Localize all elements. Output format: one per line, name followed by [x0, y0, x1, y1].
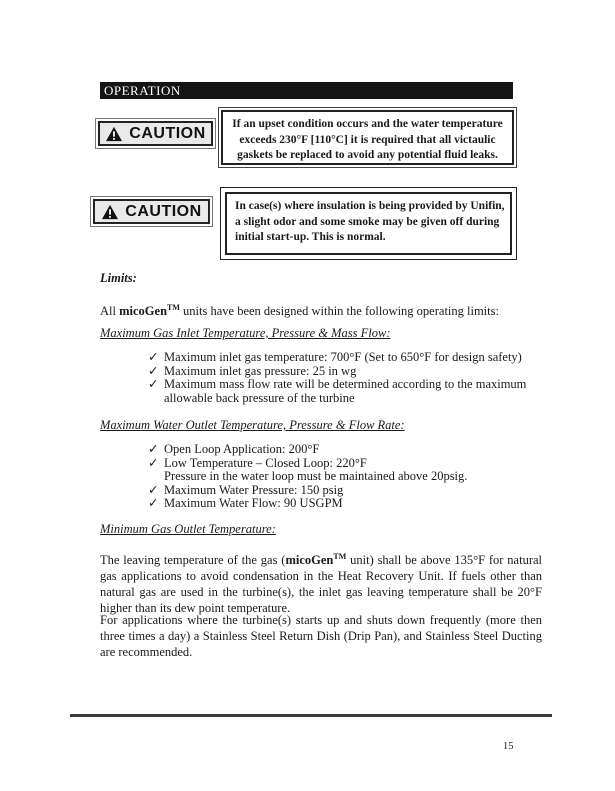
list-item: ✓ Open Loop Application: 200°F — [148, 442, 320, 456]
caution-text-1: CAUTION — [129, 124, 206, 142]
water-outlet-list — [148, 443, 528, 511]
caution-message-2: In case(s) where insulation is being provided by Unifin, a slight odor and some smoke may be given off during initial start-up. This is normal. — [235, 200, 505, 243]
water-loop-note: Pressure in the water loop must be maintained above 20psig. — [164, 469, 468, 483]
list-item: ✓ Maximum inlet gas pressure: 25 in wg — [148, 363, 357, 378]
list-item: ✓ Maximum Water Pressure: 150 psig — [148, 482, 344, 497]
warning-icon — [101, 204, 119, 220]
caution-message-1: If an upset condition occurs and the water temperature exceeds 230°F [110°C] it is required that all victaulic gaskets be replaced to avoid any potential fluid leaks. — [232, 118, 503, 161]
brand-name: micoGen — [119, 304, 168, 319]
caution-box-2 — [220, 187, 517, 260]
warning-icon — [105, 126, 123, 142]
caution-label-2 — [93, 199, 210, 224]
check-icon: ✓ — [148, 350, 159, 364]
check-icon: ✓ — [148, 442, 159, 456]
list-item: ✓ Maximum Water Flow: 90 USGPM — [148, 496, 343, 510]
page-number: 15 — [503, 741, 514, 752]
gas-inlet-heading: Maximum Gas Inlet Temperature, Pressure & Mass Flow: — [100, 326, 391, 340]
list-item: ✓ Low Temperature – Closed Loop: 220°F — [148, 455, 367, 470]
list-item: ✓ Maximum mass flow rate will be determined according to the maximum allowable back pressure of the turbine — [148, 377, 527, 405]
caution-text-2: CAUTION — [125, 202, 202, 220]
caution-box-1 — [221, 110, 514, 165]
check-icon: ✓ — [148, 455, 159, 470]
recommendation-paragraph: For applications where the turbine(s) starts up and shuts down frequently (more then three times a day) a Stainless Steel Return Dish (Drip Pan), and Stainless Steel Ducting are recommended. — [100, 613, 542, 659]
gas-inlet-list — [148, 351, 528, 405]
check-icon: ✓ — [148, 363, 159, 378]
check-icon: ✓ — [148, 496, 159, 510]
gas-outlet-paragraph: The leaving temperature of the gas (micoGen™ unit) shall be above 135°F for natural gas applications to avoid condensation in the Heat Recovery Unit. If fuels other than natural gas are used in the turbine(s), the inlet gas leaving temperature shall be 20°F higher than its dew point temperature. — [100, 552, 543, 616]
limits-intro: All micoGen™ units have been designed within the following operating limits: — [100, 303, 499, 319]
check-icon: ✓ — [148, 482, 159, 497]
caution-label-1 — [98, 121, 213, 146]
list-item: ✓ Maximum inlet gas temperature: 700°F (Set to 650°F for design safety) — [148, 350, 522, 364]
footer-divider — [70, 714, 552, 717]
limits-heading: Limits: — [100, 271, 137, 285]
check-icon: ✓ — [148, 377, 159, 391]
section-title-bar: OPERATION — [100, 82, 513, 99]
water-outlet-heading: Maximum Water Outlet Temperature, Pressure & Flow Rate: — [100, 418, 405, 432]
gas-outlet-heading: Minimum Gas Outlet Temperature: — [100, 522, 276, 536]
